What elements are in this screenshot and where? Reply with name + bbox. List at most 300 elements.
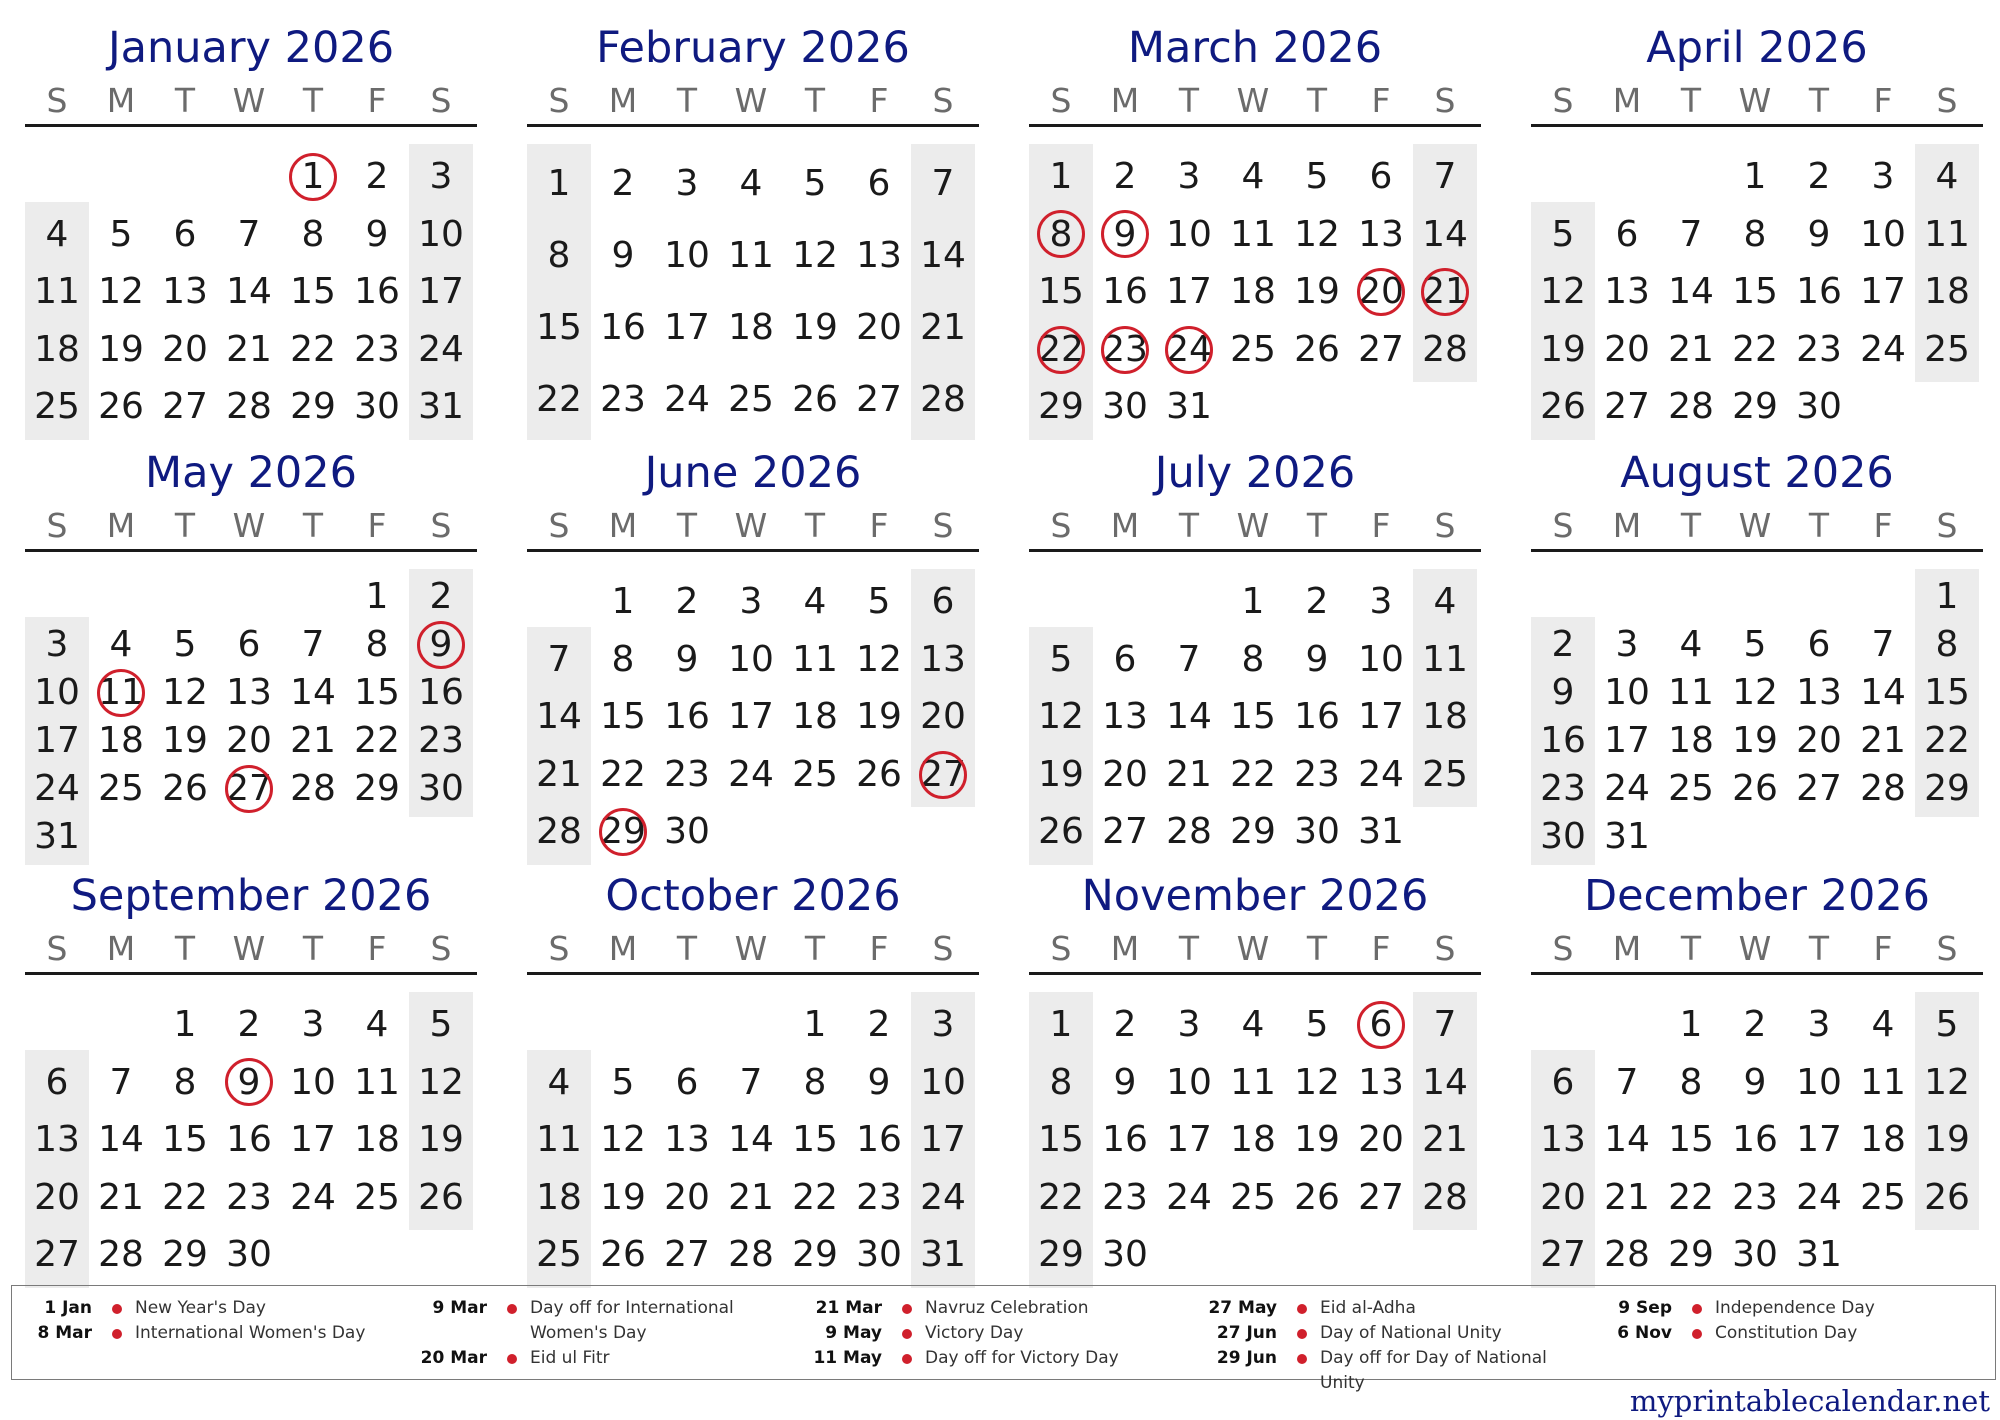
day-number[interactable]: 18 (536, 1176, 582, 1218)
day-number[interactable]: 1 (1679, 1004, 1703, 1045)
day-number[interactable]: 31 (1604, 816, 1650, 857)
day-number[interactable]: 14 (98, 1119, 144, 1161)
day-number[interactable]: 26 (1540, 386, 1586, 428)
day-number[interactable]: 27 (1358, 1176, 1404, 1218)
day-number[interactable]: 12 (98, 271, 144, 313)
day-number[interactable]: 16 (1102, 1119, 1148, 1161)
day-number[interactable]: 5 (429, 1004, 453, 1045)
day-number[interactable]: 20 (664, 1176, 710, 1218)
day-number[interactable]: 13 (1358, 213, 1404, 255)
day-number[interactable]: 26 (162, 768, 208, 809)
day-number[interactable]: 26 (98, 386, 144, 428)
day-number[interactable]: 3 (1177, 1004, 1201, 1045)
day-number[interactable]: 14 (728, 1119, 774, 1161)
day-number[interactable]: 31 (1796, 1234, 1842, 1276)
day-number[interactable]: 21 (226, 328, 272, 370)
day-number[interactable]: 29 (290, 386, 336, 428)
day-number[interactable]: 27 (162, 386, 208, 428)
day-number[interactable]: 23 (1102, 328, 1148, 370)
day-number[interactable]: 21 (920, 307, 966, 348)
day-number[interactable]: 19 (1038, 753, 1084, 795)
day-number[interactable]: 16 (1796, 271, 1842, 313)
day-number[interactable]: 12 (856, 638, 902, 680)
day-number[interactable]: 26 (1294, 1176, 1340, 1218)
day-number[interactable]: 27 (1796, 768, 1842, 809)
day-number[interactable]: 5 (1743, 624, 1767, 665)
day-number[interactable]: 24 (34, 768, 80, 809)
day-number[interactable]: 19 (1732, 720, 1778, 761)
day-number[interactable]: 27 (856, 379, 902, 420)
day-number[interactable]: 11 (1924, 213, 1970, 255)
day-number[interactable]: 15 (1038, 271, 1084, 313)
day-number[interactable]: 9 (867, 1061, 891, 1103)
day-number[interactable]: 13 (162, 271, 208, 313)
day-number[interactable]: 28 (536, 811, 582, 853)
day-number[interactable]: 11 (728, 235, 774, 276)
day-number[interactable]: 17 (34, 720, 80, 761)
day-number[interactable]: 26 (1294, 328, 1340, 370)
day-number[interactable]: 14 (1668, 271, 1714, 313)
day-number[interactable]: 13 (920, 638, 966, 680)
day-number[interactable]: 10 (1860, 213, 1906, 255)
day-number[interactable]: 10 (664, 235, 710, 276)
day-number[interactable]: 6 (931, 581, 955, 622)
day-number[interactable]: 3 (301, 1004, 325, 1045)
day-number[interactable]: 22 (162, 1176, 208, 1218)
day-number[interactable]: 22 (792, 1176, 838, 1218)
day-number[interactable]: 23 (600, 379, 646, 420)
day-number[interactable]: 20 (34, 1176, 80, 1218)
day-number[interactable]: 23 (856, 1176, 902, 1218)
day-number[interactable]: 17 (1166, 1119, 1212, 1161)
day-number[interactable]: 18 (1924, 271, 1970, 313)
day-number[interactable]: 30 (664, 811, 710, 853)
day-number[interactable]: 4 (1679, 624, 1703, 665)
day-number[interactable]: 29 (1668, 1234, 1714, 1276)
day-number[interactable]: 19 (418, 1119, 464, 1161)
day-number[interactable]: 23 (1540, 768, 1586, 809)
day-number[interactable]: 8 (1935, 624, 1959, 665)
day-number[interactable]: 7 (739, 1061, 763, 1103)
day-number[interactable]: 27 (1358, 328, 1404, 370)
day-number[interactable]: 3 (45, 624, 69, 665)
day-number[interactable]: 31 (920, 1234, 966, 1276)
day-number[interactable]: 1 (1743, 156, 1767, 197)
day-number[interactable]: 9 (1743, 1061, 1767, 1103)
day-number[interactable]: 5 (1305, 156, 1329, 197)
day-number[interactable]: 13 (34, 1119, 80, 1161)
day-number[interactable]: 15 (1668, 1119, 1714, 1161)
day-number[interactable]: 31 (1166, 386, 1212, 428)
day-number[interactable]: 3 (1369, 581, 1393, 622)
day-number[interactable]: 10 (920, 1061, 966, 1103)
day-number[interactable]: 27 (1604, 386, 1650, 428)
day-number[interactable]: 8 (301, 213, 325, 255)
day-number[interactable]: 21 (1422, 1119, 1468, 1161)
day-number[interactable]: 17 (1358, 696, 1404, 738)
day-number[interactable]: 15 (162, 1119, 208, 1161)
day-number[interactable]: 4 (109, 624, 133, 665)
day-number[interactable]: 15 (1038, 1119, 1084, 1161)
day-number[interactable]: 24 (664, 379, 710, 420)
day-number[interactable]: 19 (792, 307, 838, 348)
day-number[interactable]: 15 (290, 271, 336, 313)
day-number[interactable]: 3 (1807, 1004, 1831, 1045)
day-number[interactable]: 9 (365, 213, 389, 255)
day-number[interactable]: 6 (1807, 624, 1831, 665)
day-number[interactable]: 17 (1796, 1119, 1842, 1161)
day-number[interactable]: 7 (1871, 624, 1895, 665)
day-number[interactable]: 30 (856, 1234, 902, 1276)
day-number[interactable]: 23 (226, 1176, 272, 1218)
day-number[interactable]: 5 (611, 1061, 635, 1103)
day-number[interactable]: 20 (1796, 720, 1842, 761)
day-number[interactable]: 25 (1924, 328, 1970, 370)
day-number[interactable]: 11 (1422, 638, 1468, 680)
day-number[interactable]: 1 (173, 1004, 197, 1045)
day-number[interactable]: 19 (1540, 328, 1586, 370)
day-number[interactable]: 12 (1038, 696, 1084, 738)
day-number[interactable]: 5 (867, 581, 891, 622)
day-number[interactable]: 23 (664, 753, 710, 795)
day-number[interactable]: 9 (1113, 213, 1137, 255)
day-number[interactable]: 24 (1166, 328, 1212, 370)
day-number[interactable]: 19 (1294, 271, 1340, 313)
day-number[interactable]: 23 (1102, 1176, 1148, 1218)
day-number[interactable]: 8 (1049, 213, 1073, 255)
day-number[interactable]: 10 (1796, 1061, 1842, 1103)
day-number[interactable]: 2 (237, 1004, 261, 1045)
day-number[interactable]: 25 (1422, 753, 1468, 795)
day-number[interactable]: 22 (290, 328, 336, 370)
day-number[interactable]: 24 (1796, 1176, 1842, 1218)
day-number[interactable]: 5 (109, 213, 133, 255)
day-number[interactable]: 6 (1113, 638, 1137, 680)
day-number[interactable]: 13 (1604, 271, 1650, 313)
day-number[interactable]: 1 (1935, 576, 1959, 617)
day-number[interactable]: 18 (1668, 720, 1714, 761)
day-number[interactable]: 27 (1102, 811, 1148, 853)
day-number[interactable]: 28 (920, 379, 966, 420)
day-number[interactable]: 4 (547, 1061, 571, 1103)
day-number[interactable]: 18 (34, 328, 80, 370)
day-number[interactable]: 3 (1871, 156, 1895, 197)
day-number[interactable]: 20 (920, 696, 966, 738)
day-number[interactable]: 28 (1422, 328, 1468, 370)
day-number[interactable]: 8 (1241, 638, 1265, 680)
day-number[interactable]: 7 (1433, 1004, 1457, 1045)
day-number[interactable]: 28 (1422, 1176, 1468, 1218)
day-number[interactable]: 4 (803, 581, 827, 622)
day-number[interactable]: 16 (1732, 1119, 1778, 1161)
day-number[interactable]: 2 (1113, 1004, 1137, 1045)
day-number[interactable]: 1 (1241, 581, 1265, 622)
day-number[interactable]: 24 (1358, 753, 1404, 795)
day-number[interactable]: 7 (1177, 638, 1201, 680)
day-number[interactable]: 11 (1230, 213, 1276, 255)
day-number[interactable]: 4 (1433, 581, 1457, 622)
day-number[interactable]: 8 (1743, 213, 1767, 255)
day-number[interactable]: 25 (1860, 1176, 1906, 1218)
day-number[interactable]: 7 (931, 163, 955, 204)
day-number[interactable]: 10 (1358, 638, 1404, 680)
day-number[interactable]: 7 (109, 1061, 133, 1103)
day-number[interactable]: 29 (1230, 811, 1276, 853)
day-number[interactable]: 2 (675, 581, 699, 622)
day-number[interactable]: 8 (547, 235, 571, 276)
day-number[interactable]: 27 (226, 768, 272, 809)
day-number[interactable]: 29 (1924, 768, 1970, 809)
day-number[interactable]: 28 (226, 386, 272, 428)
day-number[interactable]: 6 (237, 624, 261, 665)
day-number[interactable]: 20 (226, 720, 272, 761)
day-number[interactable]: 24 (290, 1176, 336, 1218)
day-number[interactable]: 28 (290, 768, 336, 809)
day-number[interactable]: 16 (664, 696, 710, 738)
day-number[interactable]: 2 (365, 156, 389, 197)
day-number[interactable]: 11 (354, 1061, 400, 1103)
day-number[interactable]: 13 (1796, 672, 1842, 713)
day-number[interactable]: 31 (1358, 811, 1404, 853)
day-number[interactable]: 4 (365, 1004, 389, 1045)
day-number[interactable]: 30 (418, 768, 464, 809)
day-number[interactable]: 29 (162, 1234, 208, 1276)
day-number[interactable]: 16 (1540, 720, 1586, 761)
day-number[interactable]: 27 (34, 1234, 80, 1276)
day-number[interactable]: 16 (1102, 271, 1148, 313)
day-number[interactable]: 6 (173, 213, 197, 255)
day-number[interactable]: 11 (98, 672, 144, 713)
day-number[interactable]: 7 (1433, 156, 1457, 197)
day-number[interactable]: 2 (1743, 1004, 1767, 1045)
day-number[interactable]: 12 (1924, 1061, 1970, 1103)
day-number[interactable]: 14 (1604, 1119, 1650, 1161)
day-number[interactable]: 20 (162, 328, 208, 370)
day-number[interactable]: 16 (856, 1119, 902, 1161)
day-number[interactable]: 18 (98, 720, 144, 761)
day-number[interactable]: 26 (1038, 811, 1084, 853)
day-number[interactable]: 30 (1796, 386, 1842, 428)
day-number[interactable]: 4 (739, 163, 763, 204)
day-number[interactable]: 10 (1166, 1061, 1212, 1103)
day-number[interactable]: 17 (1604, 720, 1650, 761)
day-number[interactable]: 25 (34, 386, 80, 428)
day-number[interactable]: 24 (728, 753, 774, 795)
day-number[interactable]: 14 (226, 271, 272, 313)
day-number[interactable]: 15 (600, 696, 646, 738)
day-number[interactable]: 4 (1241, 156, 1265, 197)
day-number[interactable]: 9 (611, 235, 635, 276)
day-number[interactable]: 29 (1732, 386, 1778, 428)
day-number[interactable]: 30 (226, 1234, 272, 1276)
day-number[interactable]: 11 (1860, 1061, 1906, 1103)
day-number[interactable]: 3 (1615, 624, 1639, 665)
day-number[interactable]: 16 (354, 271, 400, 313)
day-number[interactable]: 13 (1102, 696, 1148, 738)
day-number[interactable]: 24 (418, 328, 464, 370)
day-number[interactable]: 12 (162, 672, 208, 713)
day-number[interactable]: 22 (1038, 328, 1084, 370)
day-number[interactable]: 1 (803, 1004, 827, 1045)
day-number[interactable]: 18 (1230, 1119, 1276, 1161)
day-number[interactable]: 5 (1305, 1004, 1329, 1045)
day-number[interactable]: 30 (354, 386, 400, 428)
day-number[interactable]: 13 (856, 235, 902, 276)
day-number[interactable]: 28 (728, 1234, 774, 1276)
day-number[interactable]: 19 (1294, 1119, 1340, 1161)
day-number[interactable]: 7 (237, 213, 261, 255)
day-number[interactable]: 15 (354, 672, 400, 713)
day-number[interactable]: 11 (792, 638, 838, 680)
day-number[interactable]: 8 (803, 1061, 827, 1103)
day-number[interactable]: 10 (290, 1061, 336, 1103)
day-number[interactable]: 22 (1732, 328, 1778, 370)
day-number[interactable]: 20 (1358, 271, 1404, 313)
day-number[interactable]: 23 (1294, 753, 1340, 795)
day-number[interactable]: 31 (34, 816, 80, 857)
day-number[interactable]: 14 (920, 235, 966, 276)
day-number[interactable]: 2 (1551, 624, 1575, 665)
day-number[interactable]: 9 (675, 638, 699, 680)
day-number[interactable]: 21 (1668, 328, 1714, 370)
day-number[interactable]: 11 (34, 271, 80, 313)
day-number[interactable]: 22 (1230, 753, 1276, 795)
day-number[interactable]: 13 (664, 1119, 710, 1161)
day-number[interactable]: 10 (1604, 672, 1650, 713)
day-number[interactable]: 9 (1305, 638, 1329, 680)
day-number[interactable]: 25 (1668, 768, 1714, 809)
day-number[interactable]: 14 (1860, 672, 1906, 713)
day-number[interactable]: 4 (45, 213, 69, 255)
day-number[interactable]: 21 (290, 720, 336, 761)
day-number[interactable]: 2 (1113, 156, 1137, 197)
day-number[interactable]: 15 (536, 307, 582, 348)
day-number[interactable]: 4 (1871, 1004, 1895, 1045)
day-number[interactable]: 22 (600, 753, 646, 795)
day-number[interactable]: 3 (739, 581, 763, 622)
day-number[interactable]: 26 (418, 1176, 464, 1218)
day-number[interactable]: 25 (1230, 1176, 1276, 1218)
day-number[interactable]: 1 (547, 163, 571, 204)
day-number[interactable]: 26 (792, 379, 838, 420)
day-number[interactable]: 23 (354, 328, 400, 370)
day-number[interactable]: 6 (867, 163, 891, 204)
day-number[interactable]: 7 (301, 624, 325, 665)
day-number[interactable]: 10 (728, 638, 774, 680)
day-number[interactable]: 18 (1422, 696, 1468, 738)
day-number[interactable]: 17 (664, 307, 710, 348)
day-number[interactable]: 3 (931, 1004, 955, 1045)
day-number[interactable]: 20 (1102, 753, 1148, 795)
day-number[interactable]: 17 (920, 1119, 966, 1161)
day-number[interactable]: 16 (226, 1119, 272, 1161)
day-number[interactable]: 29 (1038, 386, 1084, 428)
day-number[interactable]: 1 (611, 581, 635, 622)
day-number[interactable]: 22 (1668, 1176, 1714, 1218)
day-number[interactable]: 25 (354, 1176, 400, 1218)
day-number[interactable]: 6 (1369, 156, 1393, 197)
day-number[interactable]: 25 (728, 379, 774, 420)
day-number[interactable]: 19 (162, 720, 208, 761)
day-number[interactable]: 3 (1177, 156, 1201, 197)
day-number[interactable]: 18 (1230, 271, 1276, 313)
day-number[interactable]: 9 (237, 1061, 261, 1103)
day-number[interactable]: 21 (98, 1176, 144, 1218)
day-number[interactable]: 5 (1935, 1004, 1959, 1045)
day-number[interactable]: 2 (1305, 581, 1329, 622)
day-number[interactable]: 2 (611, 163, 635, 204)
day-number[interactable]: 13 (1540, 1119, 1586, 1161)
day-number[interactable]: 14 (1422, 1061, 1468, 1103)
day-number[interactable]: 5 (1049, 638, 1073, 680)
day-number[interactable]: 21 (728, 1176, 774, 1218)
day-number[interactable]: 28 (1860, 768, 1906, 809)
day-number[interactable]: 20 (1604, 328, 1650, 370)
day-number[interactable]: 22 (1924, 720, 1970, 761)
day-number[interactable]: 7 (1615, 1061, 1639, 1103)
day-number[interactable]: 6 (1615, 213, 1639, 255)
day-number[interactable]: 23 (1732, 1176, 1778, 1218)
day-number[interactable]: 17 (728, 696, 774, 738)
day-number[interactable]: 12 (1294, 213, 1340, 255)
day-number[interactable]: 21 (1422, 271, 1468, 313)
day-number[interactable]: 2 (1807, 156, 1831, 197)
day-number[interactable]: 9 (429, 624, 453, 665)
day-number[interactable]: 16 (600, 307, 646, 348)
day-number[interactable]: 20 (1358, 1119, 1404, 1161)
day-number[interactable]: 2 (429, 576, 453, 617)
day-number[interactable]: 19 (856, 696, 902, 738)
day-number[interactable]: 15 (1732, 271, 1778, 313)
day-number[interactable]: 12 (792, 235, 838, 276)
day-number[interactable]: 3 (429, 156, 453, 197)
day-number[interactable]: 2 (867, 1004, 891, 1045)
day-number[interactable]: 22 (354, 720, 400, 761)
day-number[interactable]: 14 (536, 696, 582, 738)
day-number[interactable]: 18 (728, 307, 774, 348)
day-number[interactable]: 29 (792, 1234, 838, 1276)
day-number[interactable]: 26 (600, 1234, 646, 1276)
day-number[interactable]: 12 (1294, 1061, 1340, 1103)
day-number[interactable]: 1 (1049, 156, 1073, 197)
day-number[interactable]: 4 (1935, 156, 1959, 197)
day-number[interactable]: 10 (1166, 213, 1212, 255)
day-number[interactable]: 28 (1604, 1234, 1650, 1276)
day-number[interactable]: 14 (290, 672, 336, 713)
day-number[interactable]: 23 (1796, 328, 1842, 370)
day-number[interactable]: 1 (365, 576, 389, 617)
day-number[interactable]: 19 (1924, 1119, 1970, 1161)
day-number[interactable]: 8 (1049, 1061, 1073, 1103)
day-number[interactable]: 7 (1679, 213, 1703, 255)
day-number[interactable]: 6 (1551, 1061, 1575, 1103)
day-number[interactable]: 30 (1102, 386, 1148, 428)
day-number[interactable]: 15 (792, 1119, 838, 1161)
day-number[interactable]: 17 (418, 271, 464, 313)
day-number[interactable]: 12 (600, 1119, 646, 1161)
day-number[interactable]: 4 (1241, 1004, 1265, 1045)
day-number[interactable]: 6 (1369, 1004, 1393, 1045)
day-number[interactable]: 29 (600, 811, 646, 853)
day-number[interactable]: 20 (1540, 1176, 1586, 1218)
day-number[interactable]: 26 (1924, 1176, 1970, 1218)
day-number[interactable]: 27 (920, 753, 966, 795)
day-number[interactable]: 28 (1668, 386, 1714, 428)
day-number[interactable]: 30 (1102, 1234, 1148, 1276)
day-number[interactable]: 16 (418, 672, 464, 713)
day-number[interactable]: 25 (98, 768, 144, 809)
day-number[interactable]: 19 (98, 328, 144, 370)
